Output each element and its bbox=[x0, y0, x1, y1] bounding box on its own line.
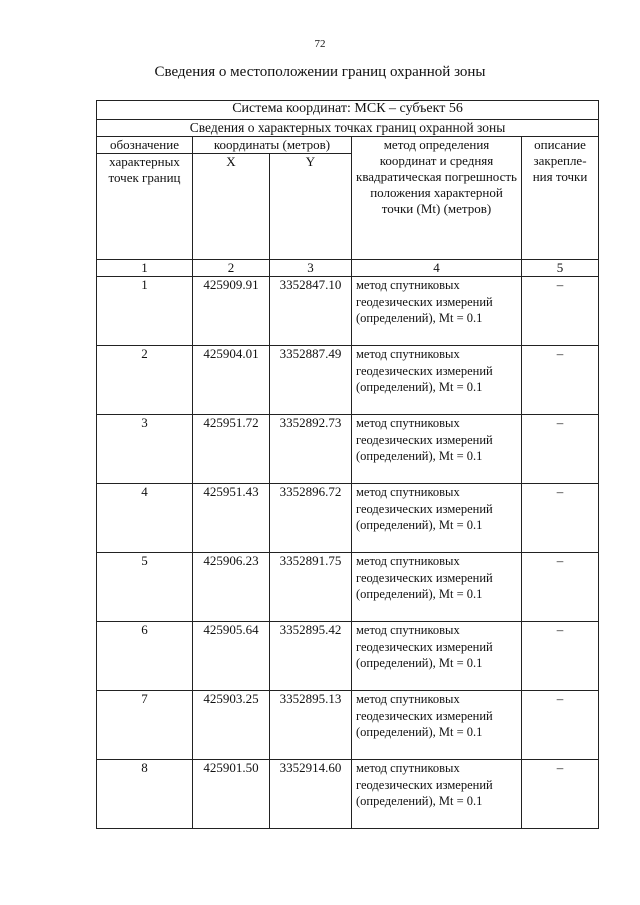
method-cell: метод спутниковых геодезических измерений (определений), Mt = 0.1 bbox=[352, 760, 522, 829]
method-cell: метод спутниковых геодезических измерений (определений), Mt = 0.1 bbox=[352, 622, 522, 691]
method-cell: метод спутниковых геодезических измерений (определений), Mt = 0.1 bbox=[352, 415, 522, 484]
page-number: 72 bbox=[314, 38, 326, 50]
point-cell: 8 bbox=[97, 760, 193, 829]
x-cell: 425909.91 bbox=[193, 277, 270, 346]
description-cell: – bbox=[522, 622, 599, 691]
x-cell: 425951.43 bbox=[193, 484, 270, 553]
table-row bbox=[97, 346, 599, 415]
description-cell: – bbox=[522, 277, 599, 346]
y-cell: 3352847.10 bbox=[270, 277, 352, 346]
method-cell: метод спутниковых геодезических измерений (определений), Mt = 0.1 bbox=[352, 484, 522, 553]
table-row bbox=[97, 622, 599, 691]
table-row bbox=[97, 553, 599, 622]
x-cell: 425904.01 bbox=[193, 346, 270, 415]
column-number: 2 bbox=[193, 260, 270, 277]
header-method: метод определения координат и средняя квадратическая погрешность положения характерной точки (Mt) (метров) bbox=[352, 137, 522, 260]
table-subcaption-row bbox=[97, 120, 599, 137]
header-x: X bbox=[193, 154, 270, 260]
y-cell: 3352914.60 bbox=[270, 760, 352, 829]
x-cell: 425906.23 bbox=[193, 553, 270, 622]
x-cell: 425903.25 bbox=[193, 691, 270, 760]
description-cell: – bbox=[522, 415, 599, 484]
point-cell: 2 bbox=[97, 346, 193, 415]
column-number: 3 bbox=[270, 260, 352, 277]
description-cell: – bbox=[522, 760, 599, 829]
point-cell: 7 bbox=[97, 691, 193, 760]
point-cell: 6 bbox=[97, 622, 193, 691]
point-cell: 4 bbox=[97, 484, 193, 553]
point-cell: 1 bbox=[97, 277, 193, 346]
description-cell: – bbox=[522, 346, 599, 415]
table-caption-row bbox=[97, 101, 599, 120]
column-number: 4 bbox=[352, 260, 522, 277]
header-point-label-bottom: характерных точек границ bbox=[97, 154, 193, 260]
header-coordinates: координаты (метров) bbox=[193, 137, 352, 154]
table-row bbox=[97, 484, 599, 553]
header-point-label-top: обозначение bbox=[97, 137, 193, 154]
y-cell: 3352887.49 bbox=[270, 346, 352, 415]
table-row bbox=[97, 415, 599, 484]
table-row bbox=[97, 277, 599, 346]
page-title: Сведения о местоположении границ охранной зоны bbox=[154, 64, 486, 80]
method-cell: метод спутниковых геодезических измерений (определений), Mt = 0.1 bbox=[352, 553, 522, 622]
point-cell: 3 bbox=[97, 415, 193, 484]
y-cell: 3352892.73 bbox=[270, 415, 352, 484]
column-number-row bbox=[97, 260, 599, 277]
method-cell: метод спутниковых геодезических измерений (определений), Mt = 0.1 bbox=[352, 346, 522, 415]
y-cell: 3352895.13 bbox=[270, 691, 352, 760]
coordinate-system-caption: Система координат: МСК – субъект 56 bbox=[97, 101, 599, 120]
description-cell: – bbox=[522, 691, 599, 760]
x-cell: 425951.72 bbox=[193, 415, 270, 484]
coordinates-table bbox=[96, 100, 599, 829]
description-cell: – bbox=[522, 553, 599, 622]
table-row bbox=[97, 760, 599, 829]
x-cell: 425905.64 bbox=[193, 622, 270, 691]
description-cell: – bbox=[522, 484, 599, 553]
y-cell: 3352896.72 bbox=[270, 484, 352, 553]
header-description: описание закрепле-ния точки bbox=[522, 137, 599, 260]
method-cell: метод спутниковых геодезических измерений (определений), Mt = 0.1 bbox=[352, 277, 522, 346]
point-cell: 5 bbox=[97, 553, 193, 622]
points-caption: Сведения о характерных точках границ охранной зоны bbox=[97, 120, 599, 137]
table-header-row bbox=[97, 137, 599, 154]
x-cell: 425901.50 bbox=[193, 760, 270, 829]
column-number: 5 bbox=[522, 260, 599, 277]
table-row bbox=[97, 691, 599, 760]
y-cell: 3352891.75 bbox=[270, 553, 352, 622]
header-y: Y bbox=[270, 154, 352, 260]
column-number: 1 bbox=[97, 260, 193, 277]
y-cell: 3352895.42 bbox=[270, 622, 352, 691]
method-cell: метод спутниковых геодезических измерений (определений), Mt = 0.1 bbox=[352, 691, 522, 760]
